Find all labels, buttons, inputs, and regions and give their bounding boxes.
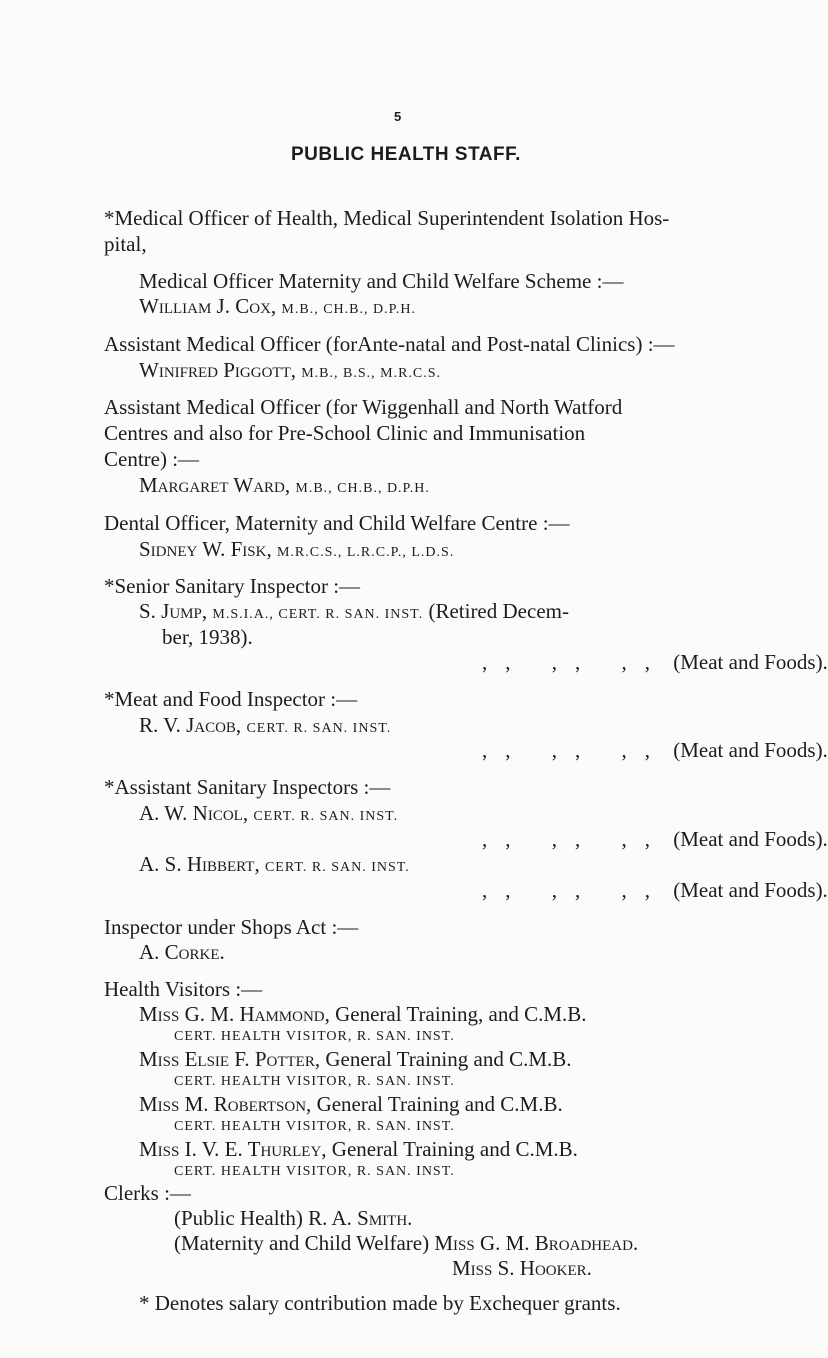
mfi-heading: *Meat and Food Inspector :— <box>104 687 358 711</box>
asi2-name: A. S. Hibbert, <box>139 852 260 876</box>
ssi-meat-foods: (Meat and Foods). <box>673 650 828 674</box>
ssi-heading: *Senior Sanitary Inspector :— <box>104 574 361 598</box>
asi1-qualifications: CERT. R. SAN. INST. <box>253 809 399 824</box>
clerk1-entry <box>174 1205 412 1231</box>
amo2-entry <box>139 472 430 502</box>
ssi-ditto-marks: ,, ,, ,, <box>482 650 668 674</box>
asi1-name: A. W. Nicol, <box>139 801 249 825</box>
hv3-name: Miss M. Robertson, <box>139 1092 312 1116</box>
clerk1-department: (Public Health) <box>174 1206 303 1230</box>
hv4-name: Miss I. V. E. Thurley, <box>139 1137 327 1161</box>
mfi-meat-foods: (Meat and Foods). <box>673 738 828 762</box>
amo2-qualifications: M.B., CH.B., D.P.H. <box>295 481 430 496</box>
page-number: 5 <box>394 109 402 124</box>
amo2-name: Margaret Ward, <box>139 473 291 497</box>
moh-line-2: pital, <box>104 232 147 256</box>
asi1-meat-foods: (Meat and Foods). <box>673 827 828 851</box>
clerk2-name: Miss G. M. Broadhead. <box>434 1231 639 1255</box>
amo2-heading-line-1: Assistant Medical Officer (for Wiggenhall and North Watford <box>104 395 623 419</box>
hv3-training: General Training and C.M.B. <box>316 1092 563 1116</box>
asi2-ditto-marks: ,, ,, ,, <box>482 878 668 902</box>
shops-heading: Inspector under Shops Act :— <box>104 915 359 939</box>
amo1-heading: Assistant Medical Officer (forAnte-natal and Post-natal Clinics) :— <box>104 332 675 356</box>
mcw-name: William J. Cox, <box>139 294 277 318</box>
asi2-meat-foods: (Meat and Foods). <box>673 878 828 902</box>
ssi-qualifications: M.S.I.A., CERT. R. SAN. INST. <box>212 607 424 622</box>
dental-heading: Dental Officer, Maternity and Child Welfare Centre :— <box>104 511 570 535</box>
mfi-name: R. V. Jacob, <box>139 713 242 737</box>
moh-line-1: *Medical Officer of Health, Medical Superintendent Isolation Hos- <box>104 206 670 230</box>
hv4-certificate: CERT. HEALTH VISITOR, R. SAN. INST. <box>174 1164 455 1179</box>
mfi-ditto-marks: ,, ,, ,, <box>482 738 668 762</box>
amo1-qualifications: M.B., B.S., M.R.C.S. <box>301 366 442 381</box>
hv2-name: Miss Elsie F. Potter, <box>139 1047 321 1071</box>
amo1-entry <box>139 357 441 387</box>
hv1-name: Miss G. M. Hammond, <box>139 1002 330 1026</box>
clerk2-entry <box>174 1230 638 1256</box>
hv2-training: General Training and C.M.B. <box>325 1047 572 1071</box>
asi1-entry <box>139 800 398 830</box>
asi2-qualifications: CERT. R. SAN. INST. <box>264 860 410 875</box>
clerk3-name: Miss S. Hooker. <box>452 1256 592 1280</box>
hv3-certificate: CERT. HEALTH VISITOR, R. SAN. INST. <box>174 1119 455 1134</box>
amo2-heading-line-3: Centre) :— <box>104 447 200 471</box>
asi1-ditto-entry <box>482 826 828 852</box>
hv2-certificate: CERT. HEALTH VISITOR, R. SAN. INST. <box>174 1074 455 1089</box>
clerks-heading: Clerks :— <box>104 1181 191 1205</box>
asi-heading: *Assistant Sanitary Inspectors :— <box>104 775 391 799</box>
hv-heading: Health Visitors :— <box>104 977 263 1001</box>
mcw-qualifications: M.B., CH.B., D.P.H. <box>281 302 416 317</box>
hv1-training: General Training, and C.M.B. <box>335 1002 587 1026</box>
mfi-ditto-entry <box>482 737 828 763</box>
asi2-entry <box>139 851 410 881</box>
clerk2-department: (Maternity and Child Welfare) <box>174 1231 430 1255</box>
mfi-qualifications: CERT. R. SAN. INST. <box>246 721 392 736</box>
mcw-entry <box>139 293 416 323</box>
mfi-entry <box>139 712 391 742</box>
amo2-heading-line-2: Centres and also for Pre-School Clinic and Immunisation <box>104 421 586 445</box>
mcw-heading: Medical Officer Maternity and Child Welfare Scheme :— <box>139 269 624 293</box>
page-title: PUBLIC HEALTH STAFF. <box>291 144 521 165</box>
ssi-name: S. Jump, <box>139 599 208 623</box>
hv4-training: General Training and C.M.B. <box>331 1137 578 1161</box>
amo1-name: Winifred Piggott, <box>139 358 296 382</box>
shops-name: A. Corke. <box>139 940 225 964</box>
hv1-certificate: CERT. HEALTH VISITOR, R. SAN. INST. <box>174 1029 455 1044</box>
ssi-note: (Retired Decem- <box>428 599 569 623</box>
clerk1-name: R. A. Smith. <box>308 1206 413 1230</box>
ssi-ditto-entry <box>482 649 828 675</box>
asi1-ditto-marks: ,, ,, ,, <box>482 827 668 851</box>
dental-qualifications: M.R.C.S., L.R.C.P., L.D.S. <box>276 545 455 560</box>
asi2-ditto-entry <box>482 877 828 903</box>
footnote: * Denotes salary contribution made by Exchequer grants. <box>139 1291 621 1315</box>
dental-name: Sidney W. Fisk, <box>139 537 272 561</box>
ssi-note-continued: ber, 1938). <box>162 625 253 649</box>
dental-entry <box>139 536 454 566</box>
